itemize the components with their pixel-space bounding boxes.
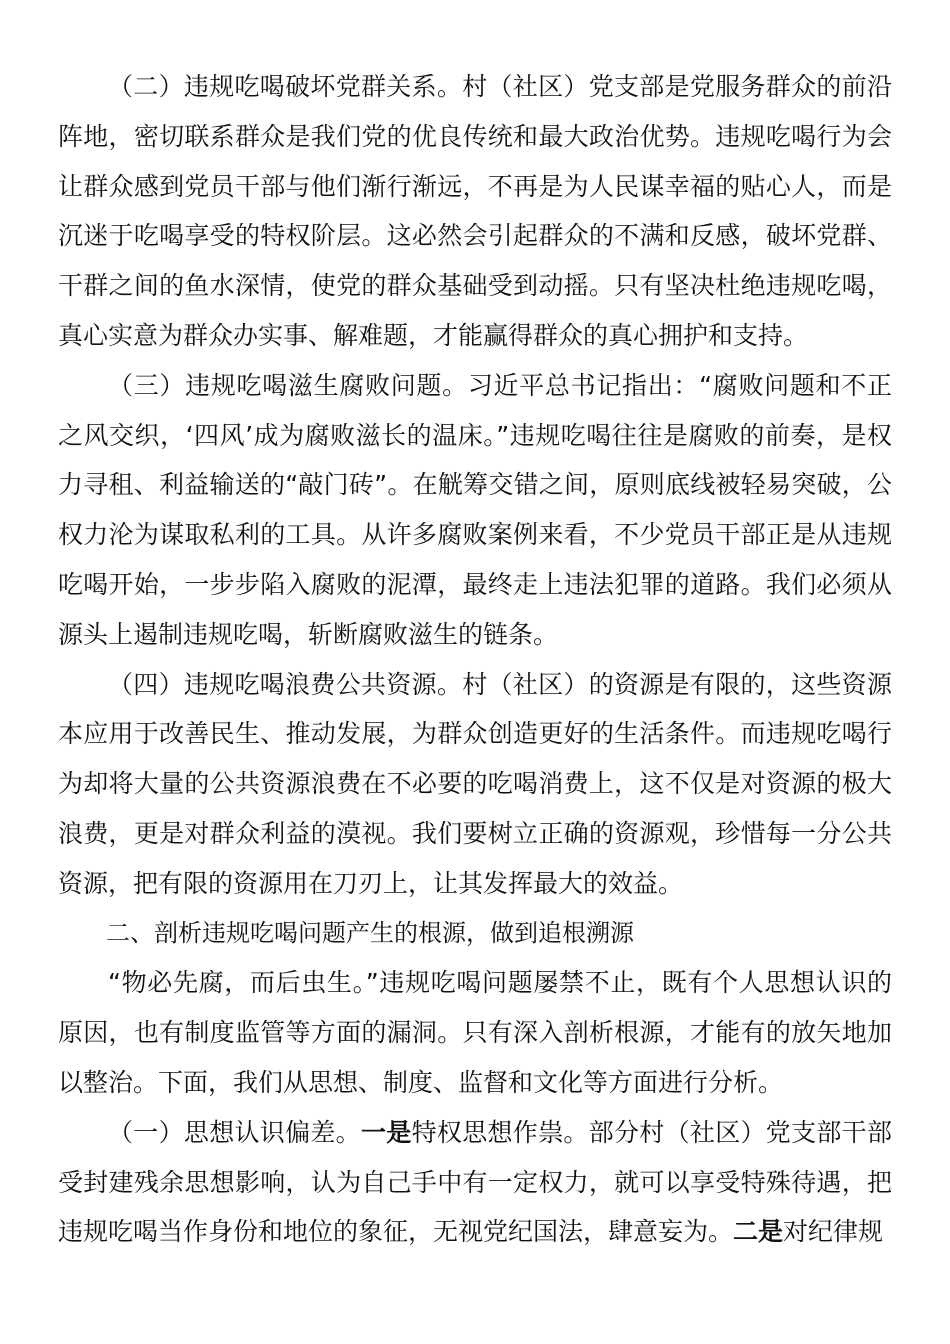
paragraph-root-causes-intro: “物必先腐，而后虫生。”违规吃喝问题屡禁不止，既有个人思想认识的原因，也有制度监管等方面的漏洞。只有深入剖析根源，才能有的放矢地加以整治。下面，我们从思想、制度、监督和文化等方面进行分析。 [58,968,892,1097]
paragraph-public-resources: （四）违规吃喝浪费公共资源。村（社区）的资源是有限的，这些资源本应用于改善民生、推动发展，为群众创造更好的生活条件。而违规吃喝行为却将大量的公共资源浪费在不必要的吃喝消费上，这不仅是对资源的极大浪费，更是对群众利益的漠视。我们要树立正确的资源观，珍惜每一分公共资源，把有限的资源用在刀刃上，让其发挥最大的效益。 [58,669,892,898]
bold-marker-first: 一是 [361,1117,412,1147]
bold-marker-second: 二是 [733,1217,784,1247]
paragraph-lead: （一）思想认识偏差。 [108,1117,361,1147]
paragraph-text-second: 对纪律规 [783,1217,884,1247]
paragraph-party-mass-relations: （二）违规吃喝破坏党群关系。村（社区）党支部是党服务群众的前沿阵地，密切联系群众是我们党的优良传统和最大政治优势。违规吃喝行为会让群众感到党员干部与他们渐行渐远，不再是为人民谋幸福的贴心人，而是沉迷于吃喝享受的特权阶层。这必然会引起群众的不满和反感，破坏党群、干群之间的鱼水深情，使党的群众基础受到动摇。只有坚决杜绝违规吃喝，真心实意为群众办实事、解难题，才能赢得群众的真心拥护和支持。 [58,72,892,350]
paragraph-ideological-deviation [58,1108,892,1257]
section-heading-root-causes: 二、剖析违规吃喝问题产生的根源，做到追根溯源 [106,918,634,947]
paragraph-text-first: 特权思想作祟。部分村（社区）党支部干部受封建残余思想影响，认为自己手中有一定权力，就可以享受特殊待遇，把违规吃喝当作身份和地位的象征，无视党纪国法，肆意妄为。 [58,1117,892,1247]
paragraph-corruption: （三）违规吃喝滋生腐败问题。习近平总书记指出：“腐败问题和不正之风交织，‘四风’成为腐败滋长的温床。”违规吃喝往往是腐败的前奏，是权力寻租、利益输送的“敲门砖”。在觥筹交错之间，原则底线被轻易突破，公权力沦为谋取私利的工具。从许多腐败案例来看，不少党员干部正是从违规吃喝开始，一步步陷入腐败的泥潭，最终走上违法犯罪的道路。我们必须从源头上遏制违规吃喝，斩断腐败滋生的链条。 [58,370,892,649]
document-page [58,62,892,1257]
